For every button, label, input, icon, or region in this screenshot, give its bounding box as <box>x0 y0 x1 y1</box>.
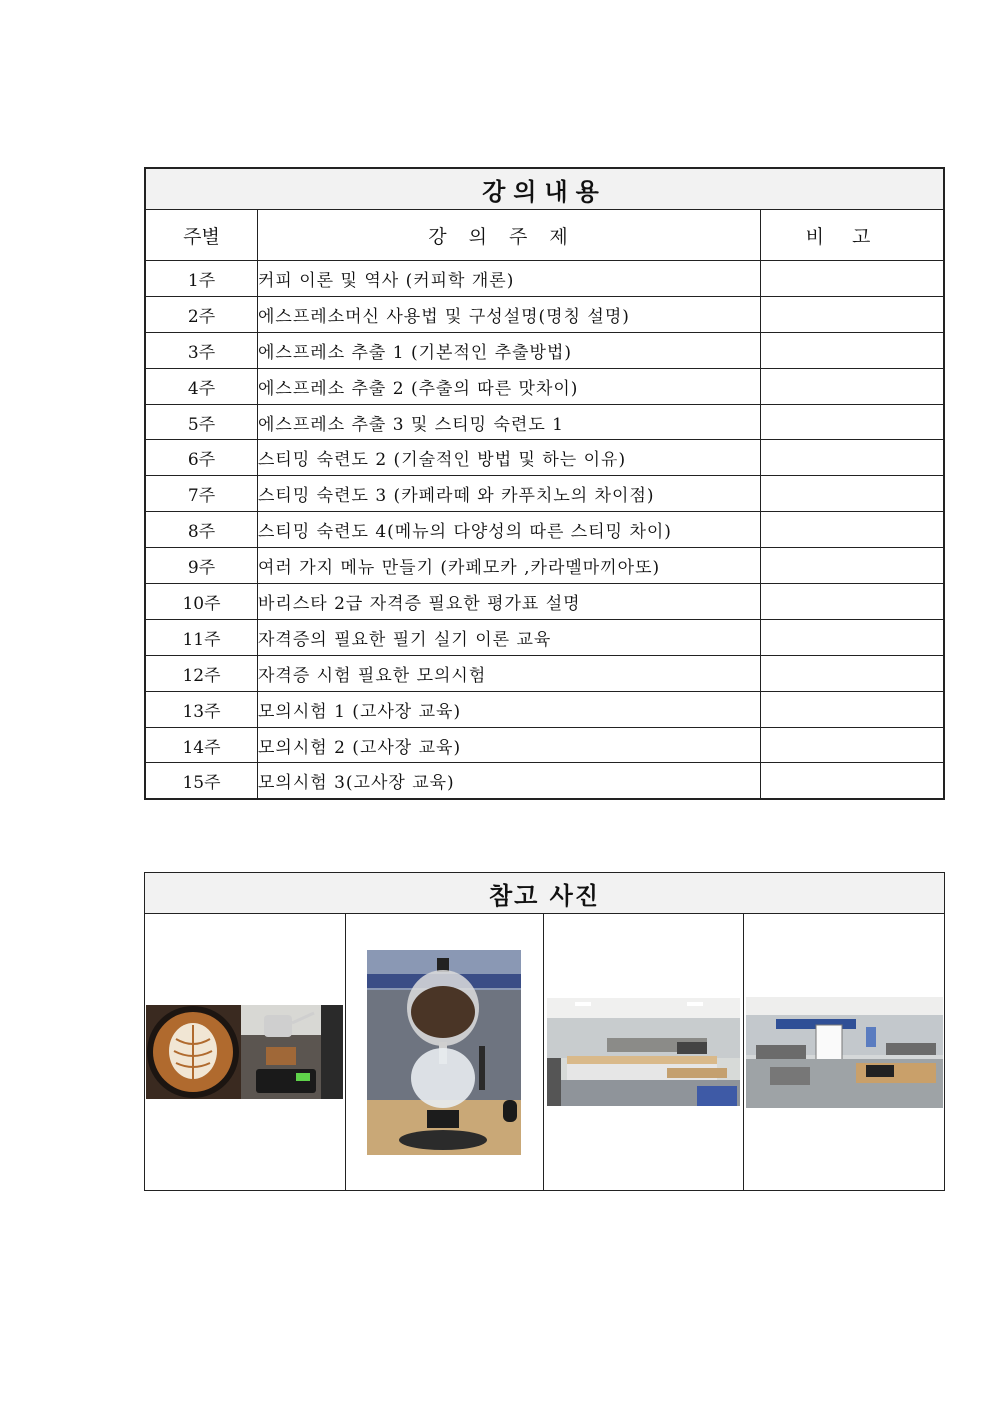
table-row <box>145 440 944 476</box>
schedule-title-row <box>145 168 944 210</box>
topic-cell: 모의시험 3(고사장 교육) <box>258 763 761 799</box>
photos-row <box>145 914 945 1191</box>
table-row <box>145 512 944 548</box>
siphon-brewer-photo <box>367 950 521 1155</box>
header-note: 비고 <box>761 210 945 261</box>
topic-cell: 여러 가지 메뉴 만들기 (카페모카 ,카라멜마끼아또) <box>258 548 761 584</box>
topic-cell: 스티밍 숙련도 3 (카페라떼 와 카푸치노의 차이점) <box>258 476 761 512</box>
table-row <box>145 619 944 655</box>
note-cell <box>761 763 945 799</box>
note-cell <box>761 619 945 655</box>
topic-cell: 바리스타 2급 자격증 필요한 평가표 설명 <box>258 584 761 620</box>
note-cell <box>761 332 945 368</box>
table-row <box>145 655 944 691</box>
photos-title: 참고 사진 <box>145 873 945 914</box>
table-row <box>145 727 944 763</box>
classroom-photo-2 <box>746 997 943 1108</box>
photo-cell <box>744 914 945 1191</box>
topic-cell: 모의시험 1 (고사장 교육) <box>258 691 761 727</box>
note-cell <box>761 404 945 440</box>
week-cell: 13주 <box>145 691 258 727</box>
topic-cell: 에스프레소 추출 1 (기본적인 추출방법) <box>258 332 761 368</box>
topic-cell: 커피 이론 및 역사 (커피학 개론) <box>258 261 761 297</box>
lecture-schedule-table <box>144 167 945 800</box>
topic-cell: 스티밍 숙련도 2 (기술적인 방법 및 하는 이유) <box>258 440 761 476</box>
note-cell <box>761 727 945 763</box>
week-cell: 3주 <box>145 332 258 368</box>
table-row <box>145 404 944 440</box>
note-cell <box>761 512 945 548</box>
table-row <box>145 368 944 404</box>
week-cell: 10주 <box>145 584 258 620</box>
table-row <box>145 296 944 332</box>
note-cell <box>761 261 945 297</box>
schedule-title: 강의내용 <box>145 168 944 210</box>
reference-photos-table <box>144 872 945 1191</box>
photo-cell <box>543 914 744 1191</box>
week-cell: 11주 <box>145 619 258 655</box>
topic-cell: 모의시험 2 (고사장 교육) <box>258 727 761 763</box>
topic-cell: 에스프레소 추출 2 (추출의 따른 맛차이) <box>258 368 761 404</box>
week-cell: 2주 <box>145 296 258 332</box>
table-row <box>145 763 944 799</box>
table-row <box>145 584 944 620</box>
topic-cell: 자격증 시험 필요한 모의시험 <box>258 655 761 691</box>
week-cell: 14주 <box>145 727 258 763</box>
header-topic: 강의주제 <box>258 210 761 261</box>
note-cell <box>761 691 945 727</box>
topic-cell: 스티밍 숙련도 4(메뉴의 다양성의 따른 스티밍 차이) <box>258 512 761 548</box>
week-cell: 7주 <box>145 476 258 512</box>
classroom-photo-1 <box>547 998 740 1106</box>
note-cell <box>761 584 945 620</box>
note-cell <box>761 476 945 512</box>
table-row <box>145 261 944 297</box>
photo-cell <box>145 914 346 1191</box>
week-cell: 9주 <box>145 548 258 584</box>
table-row <box>145 691 944 727</box>
note-cell <box>761 296 945 332</box>
week-cell: 4주 <box>145 368 258 404</box>
photo-cell <box>345 914 543 1191</box>
table-row <box>145 332 944 368</box>
schedule-header-row <box>145 210 944 261</box>
table-row <box>145 476 944 512</box>
latte-art-photo <box>146 1005 343 1099</box>
note-cell <box>761 440 945 476</box>
week-cell: 12주 <box>145 655 258 691</box>
week-cell: 8주 <box>145 512 258 548</box>
table-row <box>145 548 944 584</box>
week-cell: 6주 <box>145 440 258 476</box>
photos-title-row <box>145 873 945 914</box>
topic-cell: 에스프레소머신 사용법 및 구성설명(명칭 설명) <box>258 296 761 332</box>
topic-cell: 자격증의 필요한 필기 실기 이론 교육 <box>258 619 761 655</box>
note-cell <box>761 548 945 584</box>
week-cell: 15주 <box>145 763 258 799</box>
week-cell: 1주 <box>145 261 258 297</box>
note-cell <box>761 655 945 691</box>
week-cell: 5주 <box>145 404 258 440</box>
note-cell <box>761 368 945 404</box>
header-week: 주별 <box>145 210 258 261</box>
topic-cell: 에스프레소 추출 3 및 스티밍 숙련도 1 <box>258 404 761 440</box>
